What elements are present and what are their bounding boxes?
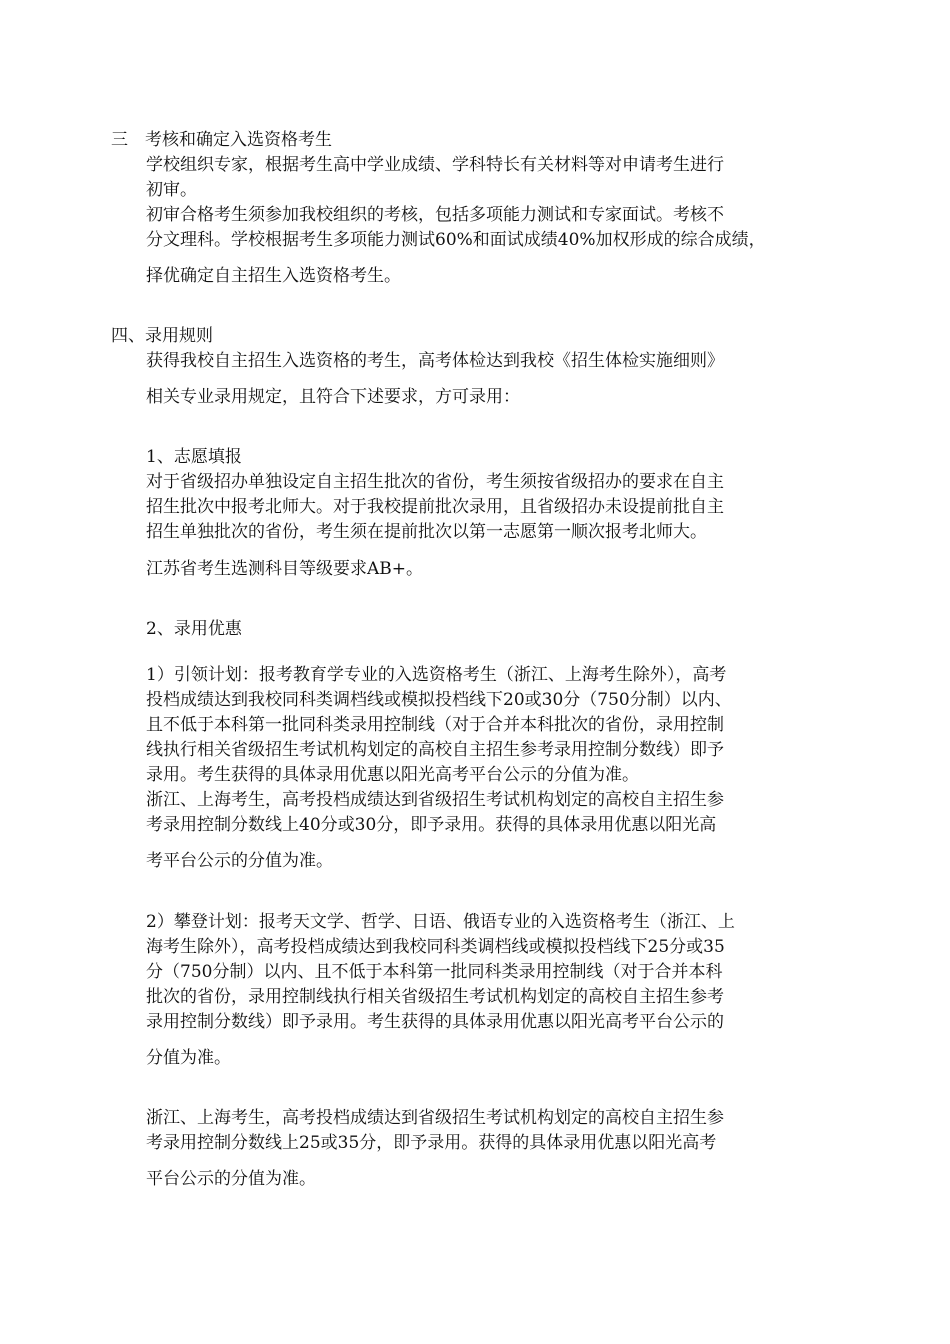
paragraph-line: 择优确定自主招生入选资格考生。 — [146, 266, 401, 286]
paragraph-line: 2）攀登计划：报考天文学、哲学、日语、俄语专业的入选资格考生（浙江、上 — [146, 912, 735, 932]
paragraph-line: 招生批次中报考北师大。对于我校提前批次录用，且省级招办未设提前批自主 — [146, 497, 724, 517]
paragraph-line: 线执行相关省级招生考试机构划定的高校自主招生参考录用控制分数线）即予 — [146, 740, 724, 760]
paragraph-line: 分（750分制）以内、且不低于本科第一批同科类录用控制线（对于合并本科 — [146, 962, 723, 982]
paragraph-line: 批次的省份，录用控制线执行相关省级招生考试机构划定的高校自主招生参考 — [146, 987, 724, 1007]
paragraph-line: 初审。 — [146, 180, 197, 200]
paragraph-line: 对于省级招办单独设定自主招生批次的省份，考生须按省级招办的要求在自主 — [146, 472, 724, 492]
paragraph-line: 相关专业录用规定，且符合下述要求，方可录用： — [146, 387, 520, 407]
paragraph-line: 考录用控制分数线上40分或30分，即予录用。获得的具体录用优惠以阳光高 — [146, 815, 717, 835]
paragraph-line: 投档成绩达到我校同科类调档线或模拟投档线下20或30分（750分制）以内、 — [146, 690, 732, 710]
paragraph-line: 获得我校自主招生入选资格的考生，高考体检达到我校《招生体检实施细则》 — [146, 351, 724, 371]
paragraph-line: 平台公示的分值为准。 — [146, 1169, 316, 1189]
paragraph-line: 且不低于本科第一批同科类录用控制线（对于合并本科批次的省份，录用控制 — [146, 715, 724, 735]
paragraph-line: 考录用控制分数线上25或35分，即予录用。获得的具体录用优惠以阳光高考 — [146, 1133, 717, 1153]
paragraph-line: 招生单独批次的省份，考生须在提前批次以第一志愿第一顺次报考北师大。 — [146, 522, 707, 542]
paragraph-line: 录用。考生获得的具体录用优惠以阳光高考平台公示的分值为准。 — [146, 765, 639, 785]
paragraph-line: 海考生除外），高考投档成绩达到我校同科类调档线或模拟投档线下25分或35 — [146, 937, 725, 957]
section-4-heading: 四、录用规则 — [111, 326, 213, 346]
paragraph-line: 初审合格考生须参加我校组织的考核，包括多项能力测试和专家面试。考核不 — [146, 205, 724, 225]
paragraph-line: 分值为准。 — [146, 1048, 231, 1068]
paragraph-line: 学校组织专家，根据考生高中学业成绩、学科特长有关材料等对申请考生进行 — [146, 155, 724, 175]
paragraph-line: 浙江、上海考生，高考投档成绩达到省级招生考试机构划定的高校自主招生参 — [146, 1108, 724, 1128]
paragraph-line: 江苏省考生选测科目等级要求AB+。 — [146, 559, 424, 579]
paragraph-line: 分文理科。学校根据考生多项能力测试60%和面试成绩40%加权形成的综合成绩， — [146, 230, 766, 250]
section-3-heading: 三 考核和确定入选资格考生 — [111, 130, 332, 150]
subsection-1-title: 1、志愿填报 — [146, 447, 242, 467]
paragraph-line: 考平台公示的分值为准。 — [146, 851, 333, 871]
paragraph-line: 浙江、上海考生，高考投档成绩达到省级招生考试机构划定的高校自主招生参 — [146, 790, 724, 810]
paragraph-line: 录用控制分数线）即予录用。考生获得的具体录用优惠以阳光高考平台公示的 — [146, 1012, 724, 1032]
subsection-2-title: 2、录用优惠 — [146, 619, 242, 639]
paragraph-line: 1）引领计划：报考教育学专业的入选资格考生（浙江、上海考生除外），高考 — [146, 665, 727, 685]
